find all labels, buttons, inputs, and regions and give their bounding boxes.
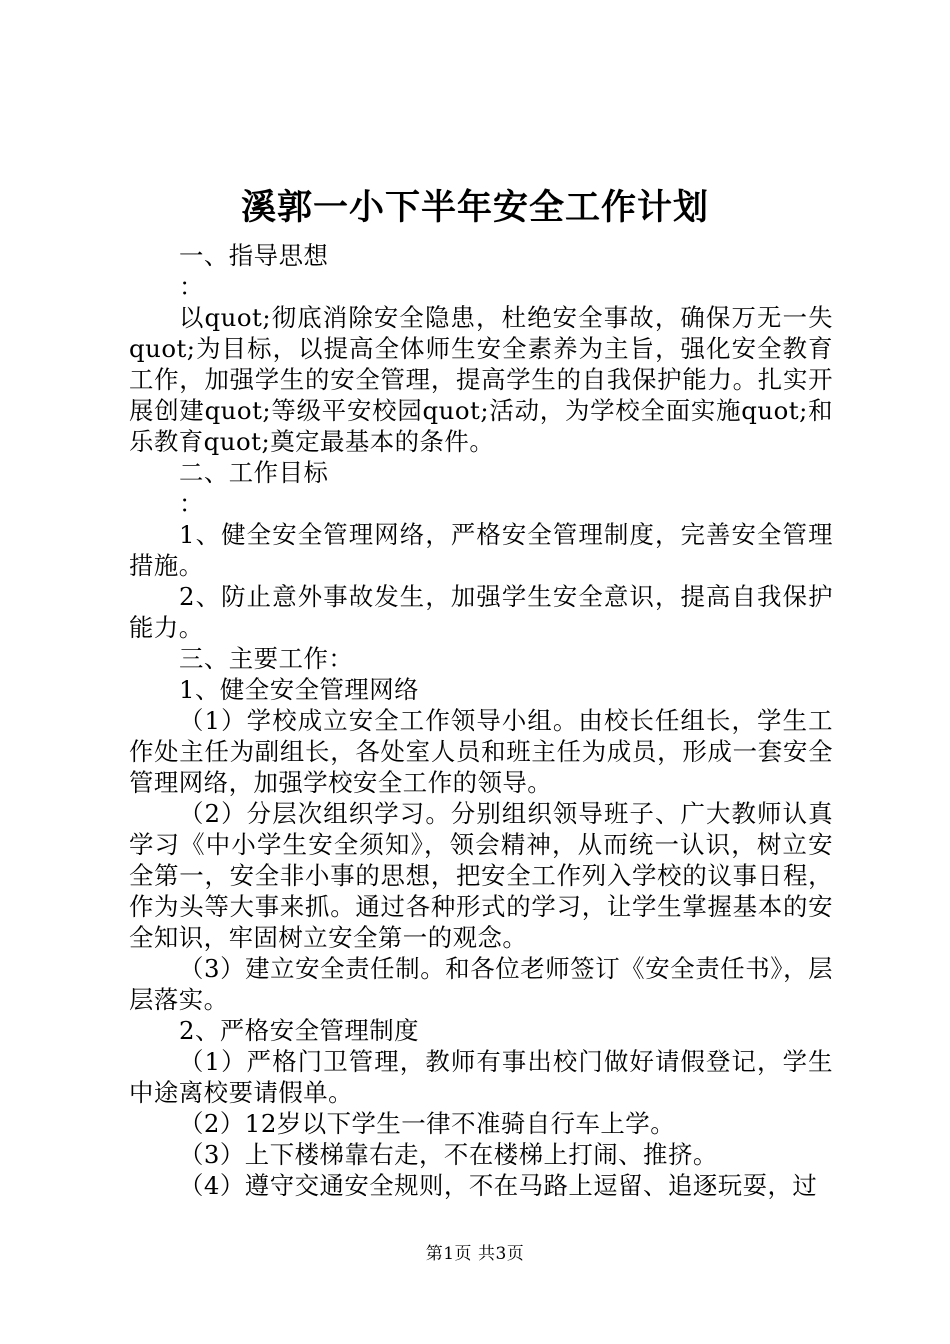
paragraph: （1）学校成立安全工作领导小组。由校长任组长，学生工作处主任为副组长，各处室人员和班主任为成员，形成一套安全管理网络，加强学校安全工作的领导。 (129, 706, 833, 797)
section-heading: 一、指导思想 (179, 241, 329, 270)
paragraph: 以quot;彻底消除安全隐患，杜绝安全事故，确保万无一失quot;为目标，以提高全体师生安全素养为主旨，强化安全教育工作，加强学生的安全管理，提高学生的自我保护能力。扎实开展创建quot;等级平安校园quot;活动，为学校全面实施quot;和乐教育quot;奠定最基本的条件。 (129, 303, 833, 456)
document-body (129, 240, 833, 1201)
paragraph: （3）上下楼梯靠右走，不在楼梯上打闹、推挤。 (179, 1140, 718, 1169)
heading-colon: ： (179, 272, 204, 301)
paragraph: （2）12岁以下学生一律不准骑自行车上学。 (179, 1109, 676, 1138)
page-footer: 第1页 共3页 (425, 1244, 525, 1264)
paragraph: （4）遵守交通安全规则，不在马路上逗留、追逐玩耍，过 (179, 1171, 818, 1200)
heading-colon: ： (179, 489, 204, 518)
paragraph: 2、防止意外事故发生，加强学生安全意识，提高自我保护能力。 (129, 582, 833, 642)
paragraph: 1、健全安全管理网络，严格安全管理制度，完善安全管理措施。 (129, 520, 833, 580)
section-heading: 三、主要工作： (179, 644, 354, 673)
section-heading: 二、工作目标 (179, 458, 329, 487)
paragraph: （1）严格门卫管理，教师有事出校门做好请假登记，学生中途离校要请假单。 (129, 1047, 833, 1107)
subsection-heading: 1、健全安全管理网络 (179, 675, 420, 704)
subsection-heading: 2、严格安全管理制度 (179, 1016, 420, 1045)
paragraph: （3）建立安全责任制。和各位老师签订《安全责任书》，层层落实。 (129, 954, 833, 1014)
paragraph: （2）分层次组织学习。分别组织领导班子、广大教师认真学习《中小学生安全须知》，领会精神，从而统一认识，树立安全第一，安全非小事的思想，把安全工作列入学校的议事日程，作为头等大事来抓。通过各种形式的学习，让学生掌握基本的安全知识，牢固树立安全第一的观念。 (129, 799, 833, 952)
document-title: 溪郭一小下半年安全工作计划 (240, 187, 709, 228)
